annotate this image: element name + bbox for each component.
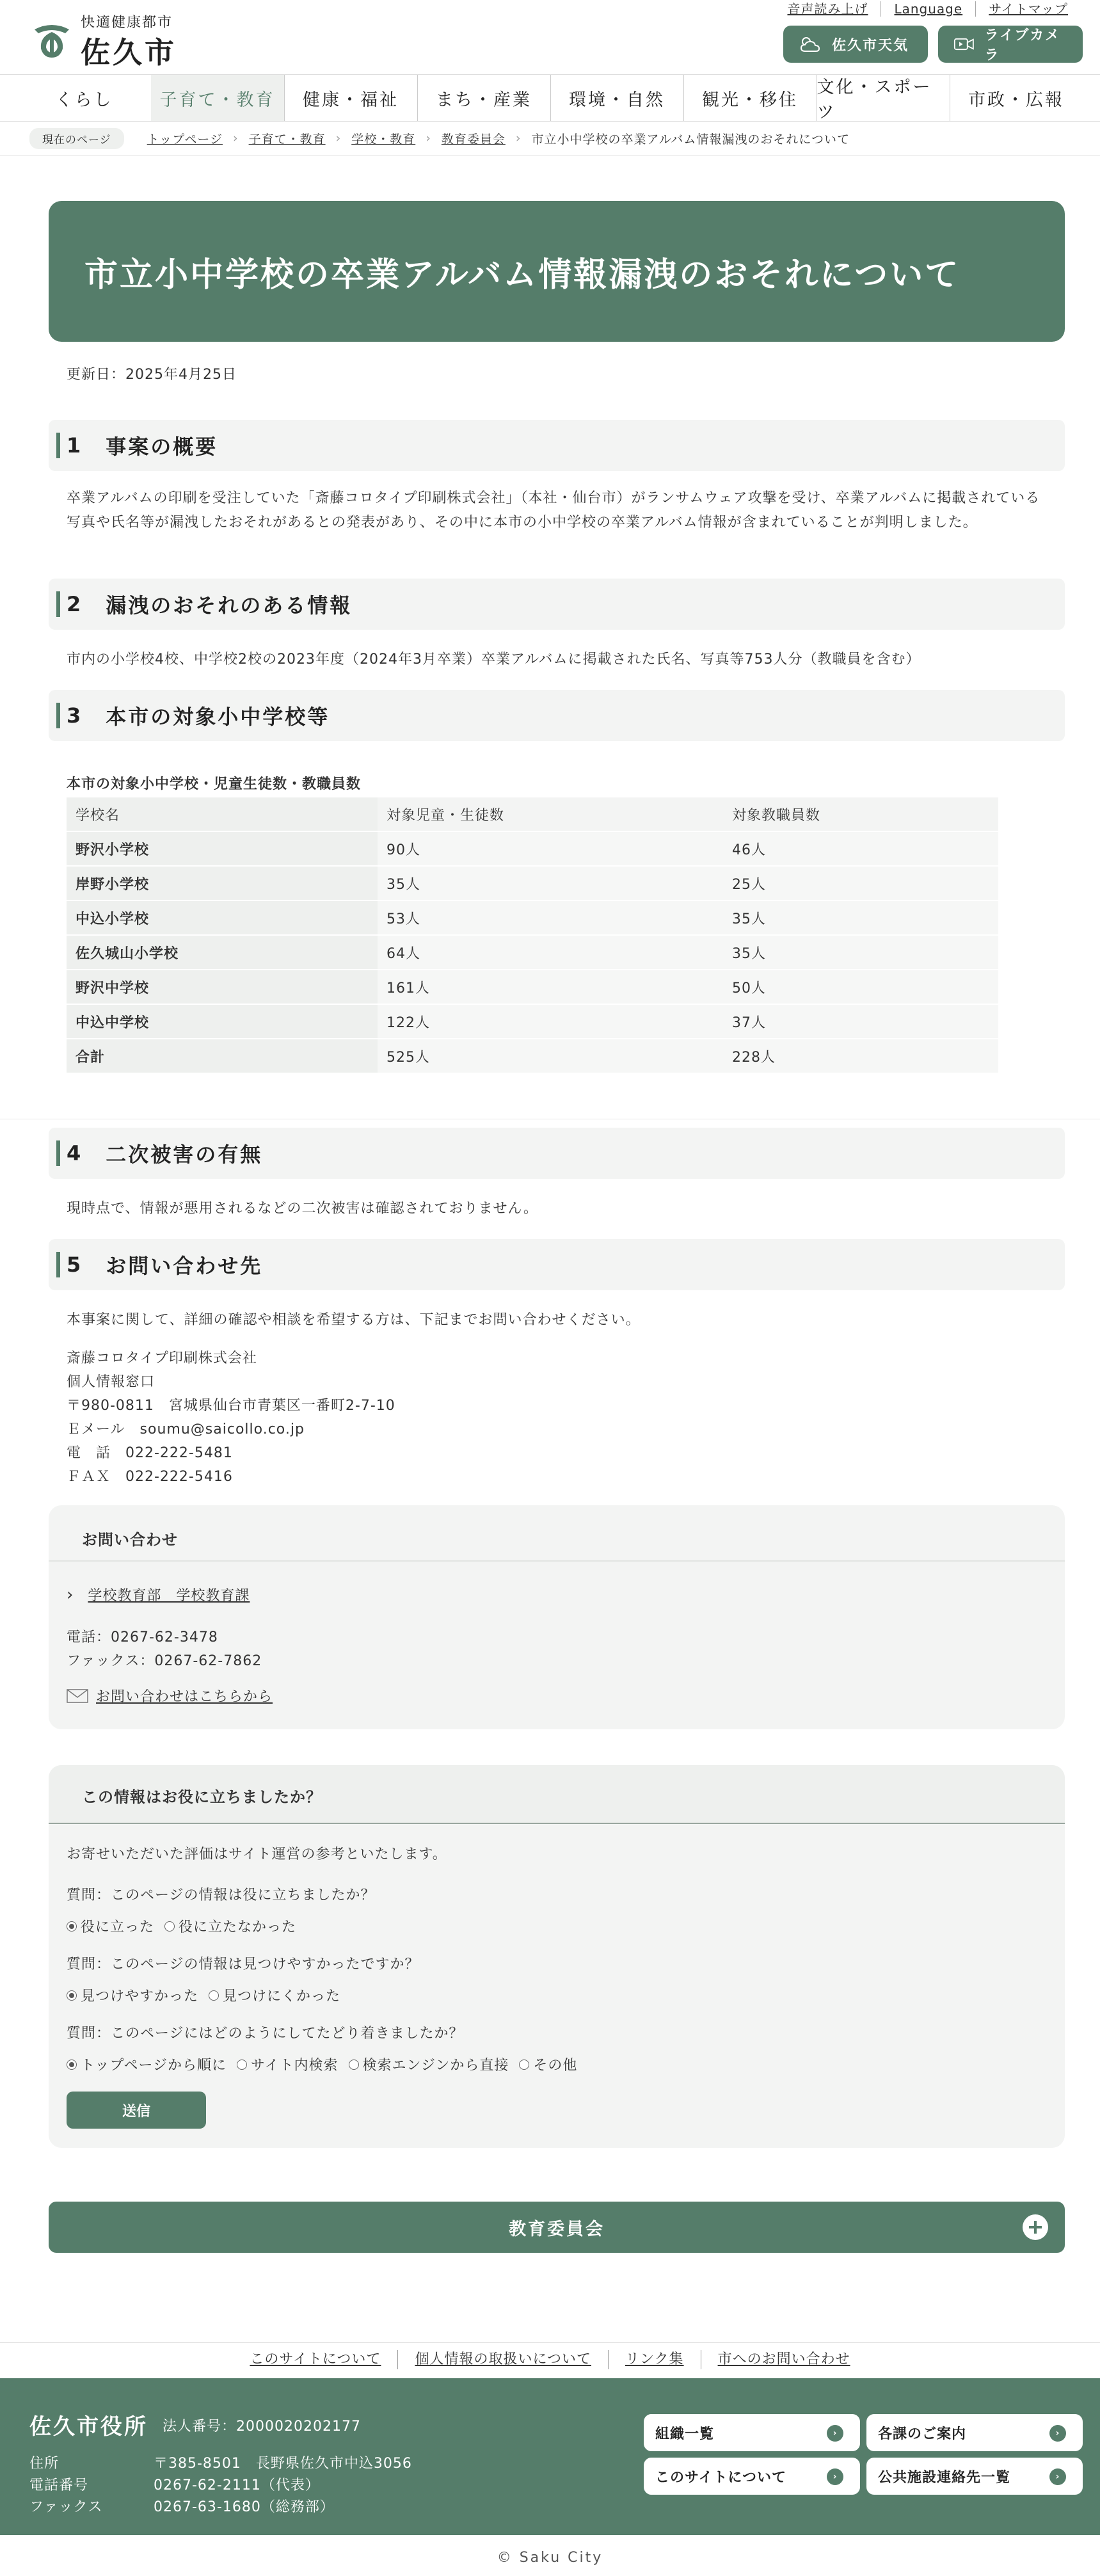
accordion-label: 教育委員会: [509, 2219, 605, 2239]
footer-button-organization[interactable]: [644, 2414, 860, 2451]
radio-not-useful[interactable]: [164, 1916, 296, 1936]
radio-label: 見つけにくかった: [223, 1988, 341, 2004]
inquiry-dept-label: 学校教育部 学校教育課: [88, 1588, 250, 1604]
table-row: [67, 970, 998, 1004]
total-label-cell: 合計: [67, 1039, 378, 1073]
school-name-cell: 野沢中学校: [67, 970, 378, 1004]
radio-unchecked-icon: [164, 1921, 175, 1932]
feedback-options-1: [67, 1916, 307, 1936]
site-logo[interactable]: [29, 9, 221, 70]
table-caption: 本市の対象小中学校・児童生徒数・教職員数: [67, 776, 362, 792]
feedback-options-3: [67, 2054, 587, 2074]
feedback-question-1: 質問：このページの情報は役に立ちましたか？: [67, 1887, 376, 1903]
inquiry-phone-fax: [67, 1626, 262, 1673]
footer-row-key: 電話番号: [29, 2477, 89, 2493]
breadcrumb-gakko[interactable]: 学校・教育: [351, 132, 416, 147]
inquiry-phone: 電話：0267-62-3478: [67, 1629, 218, 1645]
nav-item-kanko[interactable]: 観光・移住: [683, 75, 817, 121]
section-heading-2: [49, 579, 1065, 630]
feedback-options-2: [67, 1985, 351, 2005]
inquiry-box: [49, 1505, 1065, 1729]
school-name-cell: 野沢小学校: [67, 832, 378, 865]
contact-fax: ＦＡＸ 022-222-5416: [67, 1469, 233, 1485]
table-row: [67, 1005, 998, 1038]
site-footer: [0, 2378, 1100, 2535]
submit-button[interactable]: 送信: [67, 2092, 206, 2129]
page-title: 市立小中学校の卒業アルバム情報漏洩のおそれについて: [49, 201, 1065, 342]
weather-button[interactable]: [783, 26, 928, 63]
breadcrumb-top[interactable]: トップページ: [147, 132, 223, 147]
footer-button-label: このサイトについて: [655, 2469, 787, 2486]
staff-count-cell: 46人: [723, 832, 998, 865]
cloud-sun-icon: [799, 35, 822, 54]
contact-company: 斎藤コロタイプ印刷株式会社: [67, 1350, 257, 1366]
inquiry-dept-link[interactable]: [67, 1585, 250, 1604]
section-number: 1: [67, 433, 83, 458]
table-row: [67, 832, 998, 865]
staff-count-cell: 35人: [723, 901, 998, 934]
total-staff-cell: 228人: [723, 1039, 998, 1073]
student-count-cell: 53人: [378, 901, 723, 934]
total-student-cell: 525人: [378, 1039, 723, 1073]
radio-other[interactable]: [519, 2054, 577, 2074]
section-heading-5: [49, 1239, 1065, 1290]
student-count-cell: 90人: [378, 832, 723, 865]
radio-useful[interactable]: [67, 1916, 154, 1936]
live-camera-button-label: ライブカメラ: [984, 28, 1061, 63]
breadcrumb-current: 市立小中学校の卒業アルバム情報漏洩のおそれについて: [531, 132, 850, 147]
inquiry-title: お問い合わせ: [82, 1531, 178, 1549]
footer-link-privacy[interactable]: 個人情報の取扱いについて: [397, 2350, 608, 2369]
radio-label: 役に立たなかった: [179, 1919, 297, 1935]
student-count-cell: 161人: [378, 970, 723, 1004]
chevron-right-icon: ›: [335, 131, 342, 145]
table-row: [67, 901, 998, 934]
radio-hard-to-find[interactable]: [209, 1985, 340, 2005]
section-number: 2: [67, 592, 83, 616]
footer-row-value: 0267-62-2111（代表）: [154, 2477, 320, 2493]
footer-phone-row: [29, 2474, 320, 2494]
chevron-right-icon: ›: [515, 131, 522, 145]
footer-button-about[interactable]: [644, 2458, 860, 2495]
divider: [49, 1560, 1065, 1562]
footer-org-name: 佐久市役所: [29, 2414, 148, 2440]
student-count-cell: 122人: [378, 1005, 723, 1038]
global-nav: [0, 74, 1100, 122]
nav-item-shisei[interactable]: 市政・広報: [950, 75, 1083, 121]
footer-button-facilities[interactable]: [866, 2458, 1083, 2495]
read-aloud-link[interactable]: 音声読み上げ: [787, 1, 868, 17]
radio-label: 検索エンジンから直接: [362, 2058, 509, 2074]
section-heading-3: [49, 690, 1065, 741]
radio-from-top-page[interactable]: [67, 2054, 227, 2074]
radio-checked-icon: [67, 1990, 77, 2001]
staff-count-cell: 50人: [723, 970, 998, 1004]
radio-label: 見つけやすかった: [81, 1988, 199, 2004]
arrow-right-icon: ›: [827, 2425, 843, 2442]
section-number: 5: [67, 1252, 83, 1277]
table-total-row: [67, 1039, 998, 1073]
radio-search-engine[interactable]: [349, 2054, 509, 2074]
student-count-cell: 35人: [378, 867, 723, 900]
video-camera-icon: [953, 36, 975, 52]
radio-label: サイト内検索: [251, 2058, 339, 2074]
inquiry-mail-label: お問い合わせはこちらから: [96, 1689, 273, 1705]
table-header-cell: 対象教職員数: [723, 797, 998, 831]
footer-button-label: 組織一覧: [655, 2426, 715, 2442]
section-title: お問い合わせ先: [106, 1254, 263, 1278]
logo-title: 佐久市: [81, 35, 177, 70]
chevron-right-icon: ›: [67, 1585, 74, 1604]
breadcrumb-kosodate[interactable]: 子育て・教育: [248, 132, 326, 147]
footer-row-key: ファックス: [29, 2499, 103, 2515]
section-heading-4: [49, 1128, 1065, 1179]
logo-subtitle: 快適健康都市: [81, 15, 173, 31]
plus-icon: [1023, 2214, 1048, 2240]
staff-count-cell: 25人: [723, 867, 998, 900]
breadcrumb: [29, 125, 850, 151]
radio-unchecked-icon: [519, 2060, 529, 2070]
language-link[interactable]: Language: [881, 1, 975, 17]
footer-row-value: 〒385-8501 長野県佐久市中込3056: [154, 2456, 412, 2472]
feedback-intro: お寄せいただいた評価はサイト運営の参考といたします。: [67, 1846, 447, 1862]
live-camera-button[interactable]: [938, 26, 1083, 63]
feedback-title: この情報はお役に立ちましたか？: [82, 1788, 322, 1806]
city-emblem-icon: [29, 18, 74, 63]
table-header-cell: 学校名: [67, 797, 378, 831]
chevron-right-icon: ›: [232, 131, 239, 145]
section-title: 二次被害の有無: [106, 1142, 263, 1167]
table-row: [67, 867, 998, 900]
schools-table: [67, 796, 998, 1074]
contact-info: [67, 1347, 395, 1489]
arrow-right-icon: ›: [1049, 2468, 1066, 2485]
footer-corp-number: 法人番号：2000020202177: [163, 2419, 361, 2435]
divider: [0, 155, 1100, 156]
section-number: 4: [67, 1141, 83, 1165]
breadcrumb-here-label: 現在のページ: [29, 128, 124, 149]
table-header-cell: 対象児童・生徒数: [378, 797, 723, 831]
table-header-row: [67, 797, 998, 831]
contact-email: Ｅメール soumu@saicollo.co.jp: [67, 1421, 305, 1437]
envelope-icon: [67, 1689, 88, 1703]
feedback-question-2: 質問：このページの情報は見つけやすかったですか？: [67, 1956, 420, 1972]
footer-row-value: 0267-63-1680（総務部）: [154, 2499, 335, 2515]
contact-phone: 電 話 022-222-5481: [67, 1445, 233, 1461]
sitemap-link[interactable]: サイトマップ: [975, 1, 1081, 17]
footer-link-contact[interactable]: 市へのお問い合わせ: [701, 2350, 867, 2369]
nav-item-kankyo[interactable]: 環境・自然: [550, 75, 683, 121]
section-heading-1: [49, 420, 1065, 471]
school-name-cell: 佐久城山小学校: [67, 936, 378, 969]
nav-item-machi[interactable]: まち・産業: [417, 75, 550, 121]
nav-item-kosodate[interactable]: 子育て・教育: [151, 75, 284, 121]
inquiry-mail-link[interactable]: [67, 1686, 273, 1706]
radio-checked-icon: [67, 2060, 77, 2070]
section-body-2: 市内の小学校4校、中学校2校の2023年度（2024年3月卒業）卒業アルバムに掲載された氏名、写真等753人分（教職員を含む）: [67, 652, 921, 668]
nav-item-kurashi[interactable]: くらし: [55, 90, 113, 110]
section-body-1: 卒業アルバムの印刷を受注していた「斎藤コロタイプ印刷株式会社」（本社・仙台市）がランサムウェア攻撃を受け、卒業アルバムに掲載されている写真や氏名等が漏洩したおそれがあるとの発表があり、その中に本市の小中学校の卒業アルバム情報が含まれていることが判明しました。: [67, 490, 1040, 531]
radio-unchecked-icon: [237, 2060, 247, 2070]
radio-easy-to-find[interactable]: [67, 1985, 198, 2005]
section-body-5: 本事案に関して、詳細の確認や相談を希望する方は、下記までお問い合わせください。: [67, 1312, 641, 1328]
feedback-question-3: 質問：このページにはどのようにしてたどり着きましたか？: [67, 2026, 464, 2042]
inquiry-fax: ファックス：0267-62-7862: [67, 1653, 262, 1669]
footer-link-links[interactable]: リンク集: [608, 2350, 701, 2369]
breadcrumb-kyoiku-iinkai[interactable]: 教育委員会: [441, 132, 506, 147]
staff-count-cell: 35人: [723, 936, 998, 969]
radio-site-search[interactable]: [237, 2054, 338, 2074]
radio-unchecked-icon: [349, 2060, 359, 2070]
section-body-4: 現時点で、情報が悪用されるなどの二次被害は確認されておりません。: [67, 1201, 538, 1217]
footer-button-label: 公共施設連絡先一覧: [878, 2469, 1011, 2486]
school-name-cell: 中込中学校: [67, 1005, 378, 1038]
section-title: 漏洩のおそれのある情報: [106, 593, 353, 618]
staff-count-cell: 37人: [723, 1005, 998, 1038]
copyright: © Saku City: [497, 2550, 603, 2566]
divider: [0, 2342, 1100, 2343]
school-name-cell: 岸野小学校: [67, 867, 378, 900]
arrow-right-icon: ›: [827, 2468, 843, 2485]
table-row: [67, 936, 998, 969]
education-board-accordion[interactable]: [49, 2202, 1065, 2253]
chevron-right-icon: ›: [426, 131, 431, 145]
feedback-form: [49, 1765, 1065, 2148]
radio-unchecked-icon: [209, 1990, 219, 2001]
radio-label: トップページから順に: [81, 2058, 227, 2074]
nav-item-bunka[interactable]: 文化・スポーツ: [817, 75, 950, 121]
footer-link-about[interactable]: このサイトについて: [250, 2351, 381, 2367]
section-number: 3: [67, 703, 83, 728]
footer-fax-row: [29, 2496, 335, 2516]
radio-label: その他: [533, 2058, 578, 2074]
updated-date: 更新日：2025年4月25日: [67, 367, 237, 383]
footer-button-label: 各課のご案内: [878, 2426, 967, 2442]
radio-checked-icon: [67, 1921, 77, 1932]
section-title: 本市の対象小中学校等: [106, 705, 330, 729]
nav-item-kenko[interactable]: 健康・福祉: [284, 75, 417, 121]
radio-label: 役に立った: [81, 1919, 155, 1935]
arrow-right-icon: ›: [1049, 2425, 1066, 2442]
section-title: 事案の概要: [106, 435, 218, 459]
contact-desk: 個人情報窓口: [67, 1374, 155, 1390]
utility-links: [774, 1, 1081, 17]
footer-row-key: 住所: [29, 2456, 60, 2472]
footer-links: [0, 2350, 1100, 2369]
footer-button-departments[interactable]: [866, 2414, 1083, 2451]
site-header: [0, 0, 1100, 76]
feedback-header: [49, 1765, 1065, 1824]
contact-address: 〒980-0811 宮城県仙台市青葉区一番町2-7-10: [67, 1398, 395, 1414]
school-name-cell: 中込小学校: [67, 901, 378, 934]
weather-button-label: 佐久市天気: [832, 37, 909, 54]
footer-address-row: [29, 2452, 412, 2472]
student-count-cell: 64人: [378, 936, 723, 969]
